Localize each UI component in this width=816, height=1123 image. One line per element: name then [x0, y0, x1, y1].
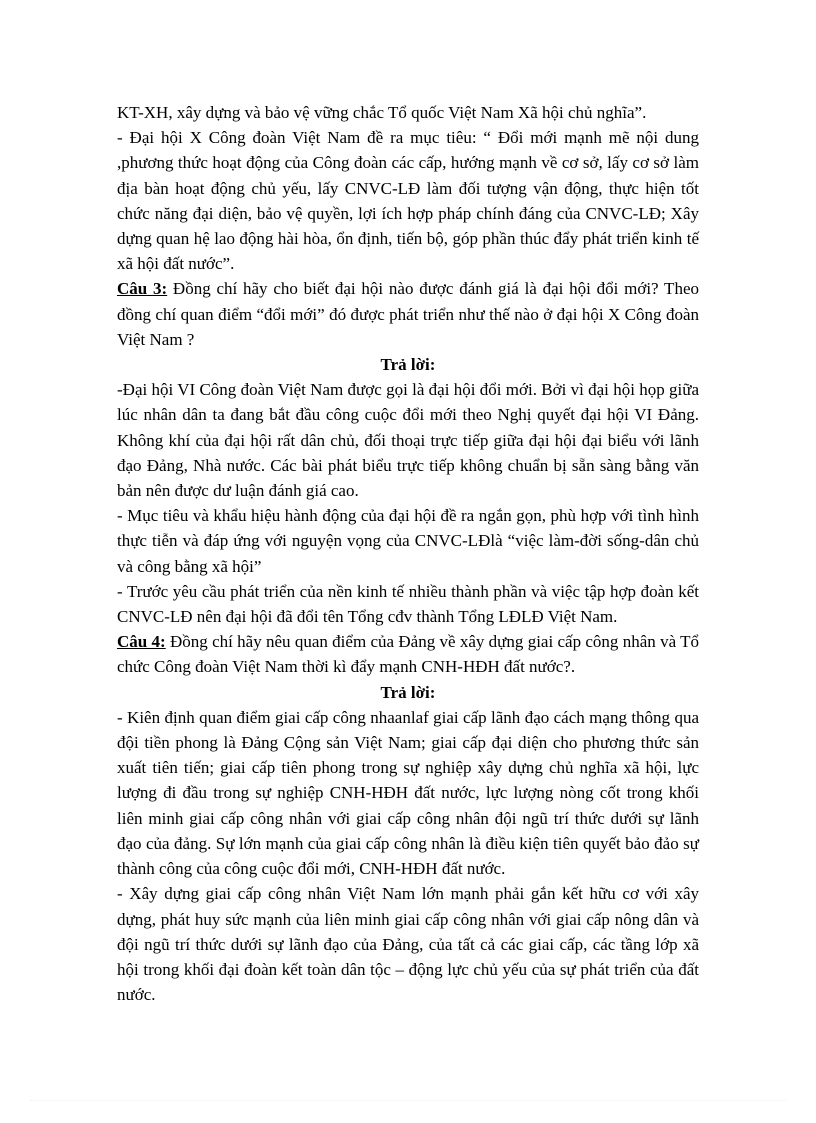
- question-4: [117, 629, 699, 679]
- answer-4-heading: Trả lời:: [380, 682, 436, 702]
- answer-3-heading: Trả lời:: [380, 355, 436, 375]
- question-4-label: Câu 4:: [117, 632, 166, 652]
- answer-3-paragraph-2: - Mục tiêu và khẩu hiệu hành động của đại hội đề ra ngắn gọn, phù hợp với tình hình thực tiễn và đáp ứng với nguyện vọng của CNVC-LĐlà “việc làm-đời sống-dân chủ và công bằng xã hội”: [117, 506, 699, 576]
- intro-paragraph-2: - Đại hội X Công đoàn Việt Nam đề ra mục tiêu: “ Đổi mới mạnh mẽ nội dung ,phương thức hoạt động của Công đoàn các cấp, hướng mạnh về cơ sở, lấy cơ sở làm địa bàn hoạt động chủ yếu, lấy CNVC-LĐ làm đối tượng vận động, thực hiện tốt chức năng đại diện, bảo vệ quyền, lợi ích hợp pháp chính đáng của CNVC-LĐ; Xây dựng quan hệ lao động hài hòa, ổn định, tiến bộ, góp phần thúc đẩy phát triển kinh tế xã hội đất nước”.: [117, 128, 699, 274]
- document-page: [117, 100, 699, 1007]
- answer-4-paragraph-2: - Xây dựng giai cấp công nhân Việt Nam lớn mạnh phải gắn kết hữu cơ với xây dựng, phát huy sức mạnh của liên minh giai cấp công nhân với giai cấp nông dân và đội ngũ trí thức dưới sự lãnh đạo của Đảng, của tất cả các giai cấp, các tầng lớp xã hội trong khối đại đoàn kết toàn dân tộc – động lực chủ yếu của sự phát triển của đất nước.: [117, 884, 699, 1005]
- page-bottom-divider: [30, 1100, 786, 1101]
- question-3-label: Câu 3:: [117, 279, 168, 299]
- answer-3-paragraph-3: - Trước yêu cầu phát triển của nền kinh tế nhiều thành phần và việc tập hợp đoàn kết CNVC-LĐ nên đại hội đã đổi tên Tổng cđv thành Tổng LĐLĐ Việt Nam.: [117, 581, 699, 627]
- question-3-text: Đồng chí hãy cho biết đại hội nào được đánh giá là đại hội đổi mới? Theo đồng chí quan điểm “đổi mới” đó được phát triển như thế nào ở đại hội X Công đoàn Việt Nam ?: [117, 279, 699, 349]
- question-3: [117, 276, 699, 352]
- answer-4-paragraph-1: - Kiên định quan điểm giai cấp công nhaanlaf giai cấp lãnh đạo cách mạng thông qua đội tiền phong là Đảng Cộng sản Việt Nam; giai cấp đại diện cho phương thức sản xuất tiên tiến; giai cấp tiên phong trong sự nghiệp xây dựng chủ nghĩa xã hội, lực lượng đi đầu trong sự nghiệp CNH-HĐH đất nước, lực lượng nòng cốt trong khối liên minh giai cấp công nhân với giai cấp công nhân đội ngũ trí thức dưới sự lãnh đạo của đảng. Sự lớn mạnh của giai cấp công nhân là điều kiện tiên quyết bảo đảo sự thành công của công cuộc đổi mới, CNH-HĐH đất nước.: [117, 707, 699, 879]
- question-4-text: Đồng chí hãy nêu quan điểm của Đảng về xây dựng giai cấp công nhân và Tổ chức Công đoàn Việt Nam thời kì đẩy mạnh CNH-HĐH đất nước?.: [117, 632, 699, 677]
- intro-paragraph-1: KT-XH, xây dựng và bảo vệ vững chắc Tổ quốc Việt Nam Xã hội chủ nghĩa”.: [117, 103, 647, 122]
- answer-3-paragraph-1: -Đại hội VI Công đoàn Việt Nam được gọi là đại hội đổi mới. Bởi vì đại hội họp giữa lúc nhân dân ta đang bắt đầu công cuộc đổi mới theo Nghị quyết đại hội VI Đảng. Không khí của đại hội rất dân chủ, đối thoại trực tiếp giữa đại hội đại biểu với lãnh đạo Đảng, Nhà nước. Các bài phát biểu trực tiếp không chuẩn bị sẵn sàng bằng văn bản nên được dư luận đánh giá cao.: [117, 380, 699, 501]
